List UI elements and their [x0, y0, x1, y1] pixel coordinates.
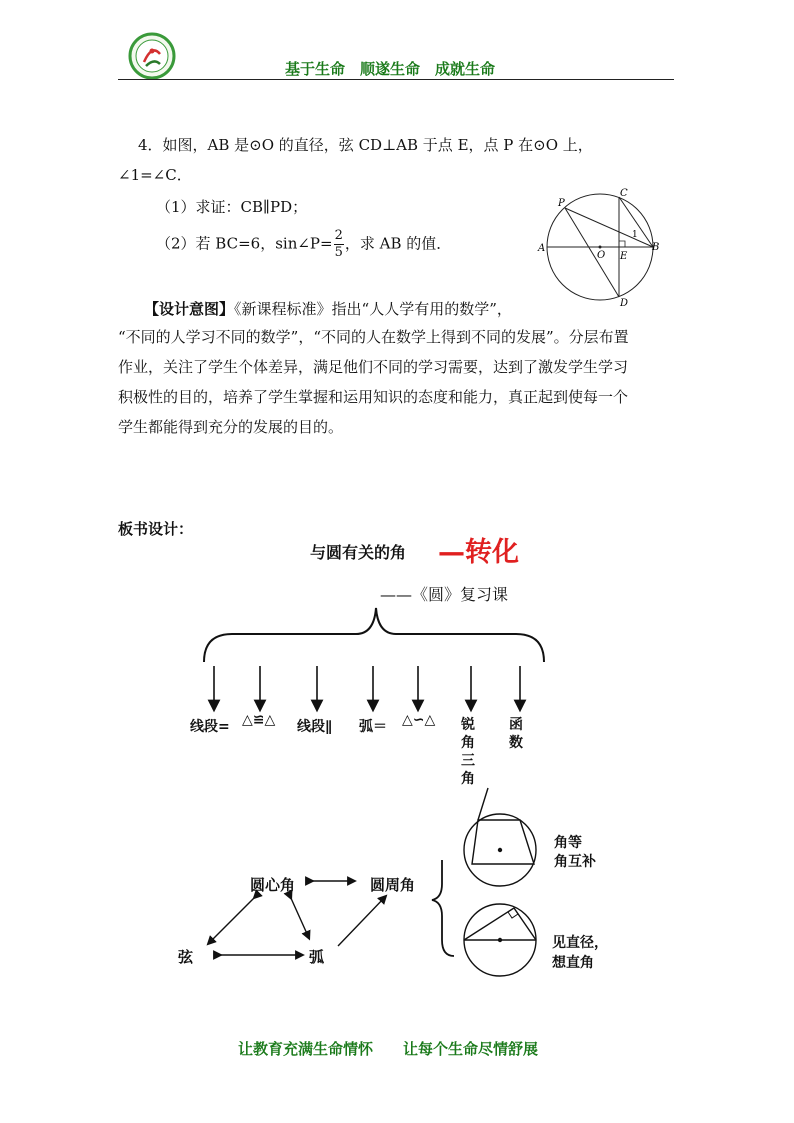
problem-line-1: 4．如图，AB 是⊙O 的直径，弦 CD⊥AB 于点 E，点 P 在⊙O 上， — [138, 136, 593, 154]
branch-label-segment-equal: 线段= — [190, 719, 230, 735]
diameter-right-angle-figure — [460, 900, 550, 980]
fraction-numerator: 2 — [334, 228, 343, 243]
header-motto: 基于生命 顺遂生命 成就生命 — [285, 60, 496, 78]
branch-label-segment-parallel: 线段∥ — [297, 719, 332, 735]
problem-line-2: ∠1=∠C． — [118, 166, 192, 184]
label-c: C — [620, 188, 628, 199]
circle-geometry-figure — [534, 186, 664, 308]
design-intent-line-1 — [144, 298, 512, 319]
design-intent-text-1: 指出“人人学有用的数学”， — [331, 300, 512, 318]
design-intent-label: 【设计意图】 — [144, 300, 235, 318]
school-emblem-icon — [128, 32, 176, 80]
label-a: A — [538, 243, 546, 254]
design-intent-text-4: 积极性的目的，培养了学生掌握和运用知识的态度和能力，真正起到使每一个 — [118, 388, 629, 406]
board-subtitle: ——《圆》复习课 — [380, 585, 509, 604]
q2-prefix: （2）若 BC=6，sin∠P= — [156, 234, 333, 253]
problem-question-2 — [156, 228, 451, 261]
footer-motto: 让教育充满生命情怀 让每个生命尽情舒展 — [238, 1040, 539, 1058]
label-e: E — [620, 251, 628, 262]
chord-label: 弦 — [178, 948, 194, 966]
branch-label-congruent: △≌△ — [242, 712, 276, 728]
arc-label: 弧 — [309, 948, 325, 966]
branch-brace-diagram — [196, 604, 552, 714]
label-p: P — [558, 198, 565, 209]
note-angle-supplementary: 角互补 — [554, 854, 596, 870]
branch-label-function: 函数 — [509, 717, 523, 751]
label-angle-1: 1 — [632, 230, 638, 240]
design-intent-source: 《新课程标准》 — [234, 300, 332, 318]
note-think-right-angle: 想直角 — [552, 955, 594, 971]
design-intent-text-2: “不同的人学习不同的数学”，“不同的人在数学上得到不同的发展”。分层布置 — [118, 328, 629, 346]
branch-label-arc-equal: 弧＝ — [359, 719, 387, 735]
fraction-denominator: 5 — [334, 245, 343, 260]
q2-suffix: ，求 AB 的值． — [344, 234, 452, 253]
label-d: D — [620, 298, 629, 308]
label-o: O — [597, 250, 606, 261]
problem-question-1: （1）求证：CB∥PD； — [156, 198, 308, 216]
board-title-emphasis: —转化 — [438, 537, 519, 568]
design-intent-paragraph — [118, 322, 674, 442]
header-divider — [118, 79, 674, 80]
fraction — [334, 228, 344, 261]
inscribed-angle-label: 圆周角 — [370, 876, 416, 894]
branch-label-similar: △∽△ — [402, 712, 436, 728]
central-angle-label: 圆心角 — [250, 876, 296, 894]
note-see-diameter: 见直径， — [552, 935, 608, 951]
branch-label-acute-trig: 锐角三角 — [461, 717, 475, 787]
board-heading: 板书设计： — [118, 520, 194, 538]
design-intent-text-3: 作业，关注了学生个体差异，满足他们不同的学习需要，达到了激发学生学习 — [118, 358, 629, 376]
note-angle-equal: 角等 — [554, 835, 582, 851]
design-intent-text-5: 学生都能得到充分的发展的目的。 — [118, 418, 344, 436]
label-b: B — [652, 242, 660, 253]
board-title: 与圆有关的角 — [310, 543, 407, 562]
